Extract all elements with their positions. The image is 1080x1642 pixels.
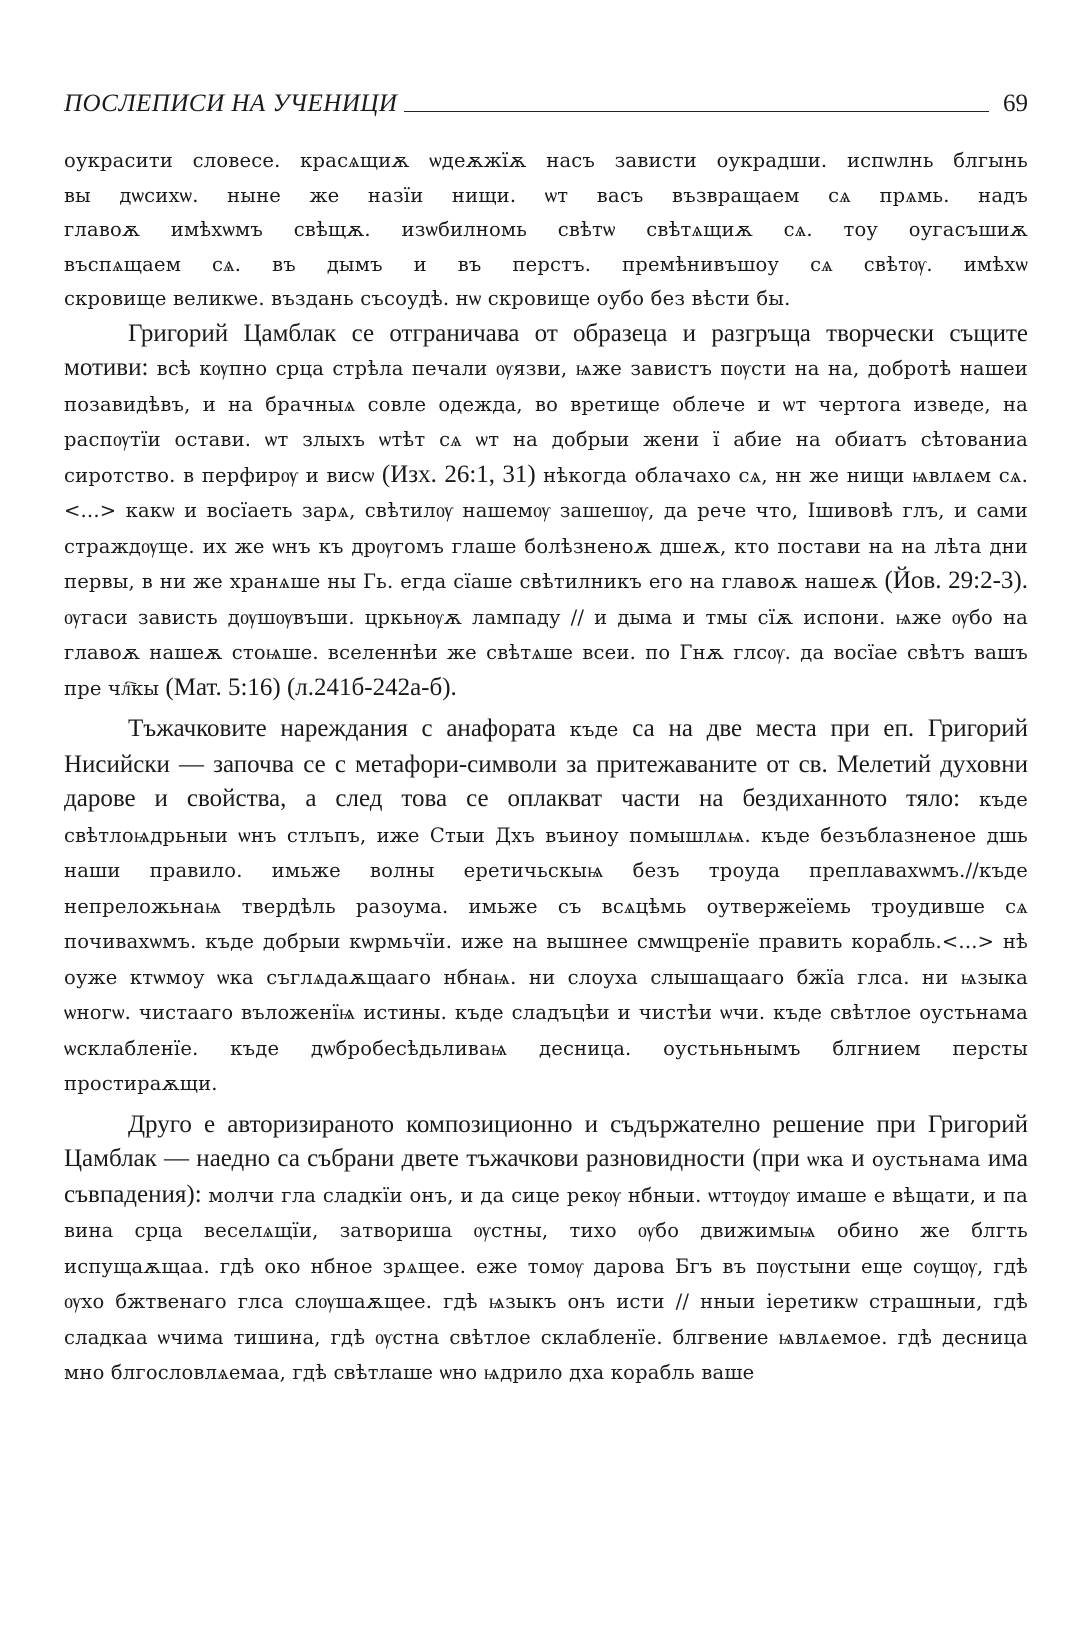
paragraph-tsamblak-motifs — [64, 317, 1028, 707]
church-slavonic-quote-block — [64, 144, 1028, 317]
paragraph-text: Друго е авторизираното композиционно и съдържателно решение при Григорий Цамблак — наедно са събрани двете тъжачкови разновидности (при — [64, 1110, 1028, 1172]
paragraph-anaphora — [64, 712, 1028, 1102]
slavonic-quote: нѣкогда облачахо сѧ, нн же нищи ѩвлѧем сѧ.<...> какѡ и восїаеть зарѧ, свѣтилѹ нашемѹ зашешѹ, да рече что, Ішивовѣ глъ, и сами страждѹще. их же ѡнъ къ дрѹгомъ глаше болѣзненоѫ дшеѫ, кто постави на на лѣта дни первы, в ни же хранѧше ны Гь. егда сїаше свѣтилникъ его на главоѫ нашеѫ — [64, 463, 1029, 593]
paragraph-text: са на две места при еп. Григорий Нисийски — започва се с метафори-символи за притежаваните от св. Мелетий духовни дарове и свойства, а след това се оплакват части на бездиханното тяло: — [64, 715, 1028, 812]
slavonic-quote: молчи гла сладкїи онъ, и да сице рекѹ нбныи. ѡттѹдѹ имаше е вѣщати, и па вина срца веселѧщїи, затвориша ѹстны, тихо ѹбо движимыѩ обино же блгть испущаѫщаа. гдѣ око нбное зрѧщее. еже томѹ дарова Бгъ въ пѹстыни еще сѹщѹ, гдѣ ѹхо бжтвенаго глса слѹшаѫщее. гдѣ ѩзыкъ онъ исти // нныи іеретикѡ страшныи, гдѣ сладкаа ѡчима тишина, гдѣ ѹстна свѣтлое склабленїе. блгвение ѩвлѧемое. гдѣ десница мно блгословлѧемаа, гдѣ свѣтлаше ѡно ѩдрило дха корабль ваше — [64, 1183, 1028, 1384]
page-number: 69 — [1003, 90, 1028, 117]
running-title: ПОСЛЕПИСИ НА УЧЕНИЦИ — [64, 90, 398, 117]
slavonic-word: оустьнама — [871, 1148, 981, 1171]
slavonic-quote: всѣ кѹпно срца стрѣла печали ѹязви, ѩже завистъ пѹсти на на, добротѣ нашеи позавидѣвъ, и на брачныѧ совле одежда, во вретище облече и ѡт чертога изведе, на распѹтїи остави. ѡт злыхъ ѡтѣт сѧ ѡт на добрыи жени ї абие на обиатъ сѣтованиа сиротство. в перфирѹ и висѡ — [64, 357, 1029, 487]
paragraph-text: има съвпадения): — [64, 1145, 1029, 1208]
slavonic-quote: къде свѣтлоѩдрьныи ѡнъ стлъпъ, иже Стыи Дхъ въиноу помышлѧѩ. къде безъблазненое дшь наши правило. имьже волны еретичьскыѩ безъ троуда преплавахѡмъ.//къде непреложьнаѩ твердѣль разоума. имьже съ всѧцѣмь оутвержеїемь троудивше сѧ почивахѡмъ. къде добрыи кѡрмьчїи. иже на вышнее смѡщренїе править корабль.<...> нѣ оуже ктѡмоу ѡка съглѧдаѫщааго нбнаѩ. ни слоуха слышащааго бжїа глса. ни ѩзыка ѡногѡ. чистааго въложенїѩ истины. къде сладъцѣи и чистѣи ѡчи. къде свѣтлое оустьнама ѡсклабленїе. къде дѡбробесѣдьливаѩ десница. оустьньнымъ блгнием персты простираѫщи. — [64, 788, 1028, 1095]
quote-line: скровище великѡе. въздань съсоудѣ. нѡ скровище оубо без вѣсти бы. — [64, 287, 791, 310]
slavonic-quote: ѹгаси зависть дѹшѹвъши. цркьнѹѫ лампаду // и дыма и тмы сїѫ испони. ѩже ѹбо на главоѫ нашеѫ стоѩше. вселеннѣи же свѣтѧше всеи. по Гнѫ глсѹ. да восїае свѣтъ вашъ пре чл҇кы — [64, 605, 1028, 700]
quote-line: вы дѡсихѡ. ныне же назїи нищи. ѡт васъ възвращаем сѧ прѧмь. надъ — [64, 183, 1029, 207]
slavonic-word: ѡка — [807, 1148, 844, 1171]
paragraph-text: Григорий Цамблак се отграничава от образеца и разгръща творчески същите мотиви: — [64, 319, 1028, 381]
quote-line: въспѧщаем сѧ. въ дымъ и въ перстъ. премѣнивъшоу сѧ свѣтѹ. имѣхѡ — [64, 252, 1028, 276]
paragraph-text: и — [851, 1145, 865, 1172]
running-header — [64, 88, 1028, 118]
bible-reference: (Мат. 5:16) (л.241б-242а-б). — [165, 673, 457, 701]
bible-reference: (Изх. 26:1, 31) — [381, 460, 536, 488]
paragraph-composition — [64, 1108, 1028, 1391]
quote-line: главоѫ имѣхѡмъ свѣщѫ. изѡбилномь свѣтѡ свѣтѧщиѫ сѧ. тоу оугасъшиѫ — [64, 218, 1028, 241]
header-rule — [404, 111, 990, 112]
bible-reference: (Йов. 29:2-3). — [884, 567, 1028, 594]
slavonic-word: къде — [569, 718, 619, 741]
paragraph-text: Тъжачковите нареждания с анафората — [128, 715, 556, 742]
quote-line: оукрасити словесе. красѧщиѫ ѡдеѫжїѫ насъ зависти оукрадши. испѡлнь блгынь — [64, 149, 1028, 172]
